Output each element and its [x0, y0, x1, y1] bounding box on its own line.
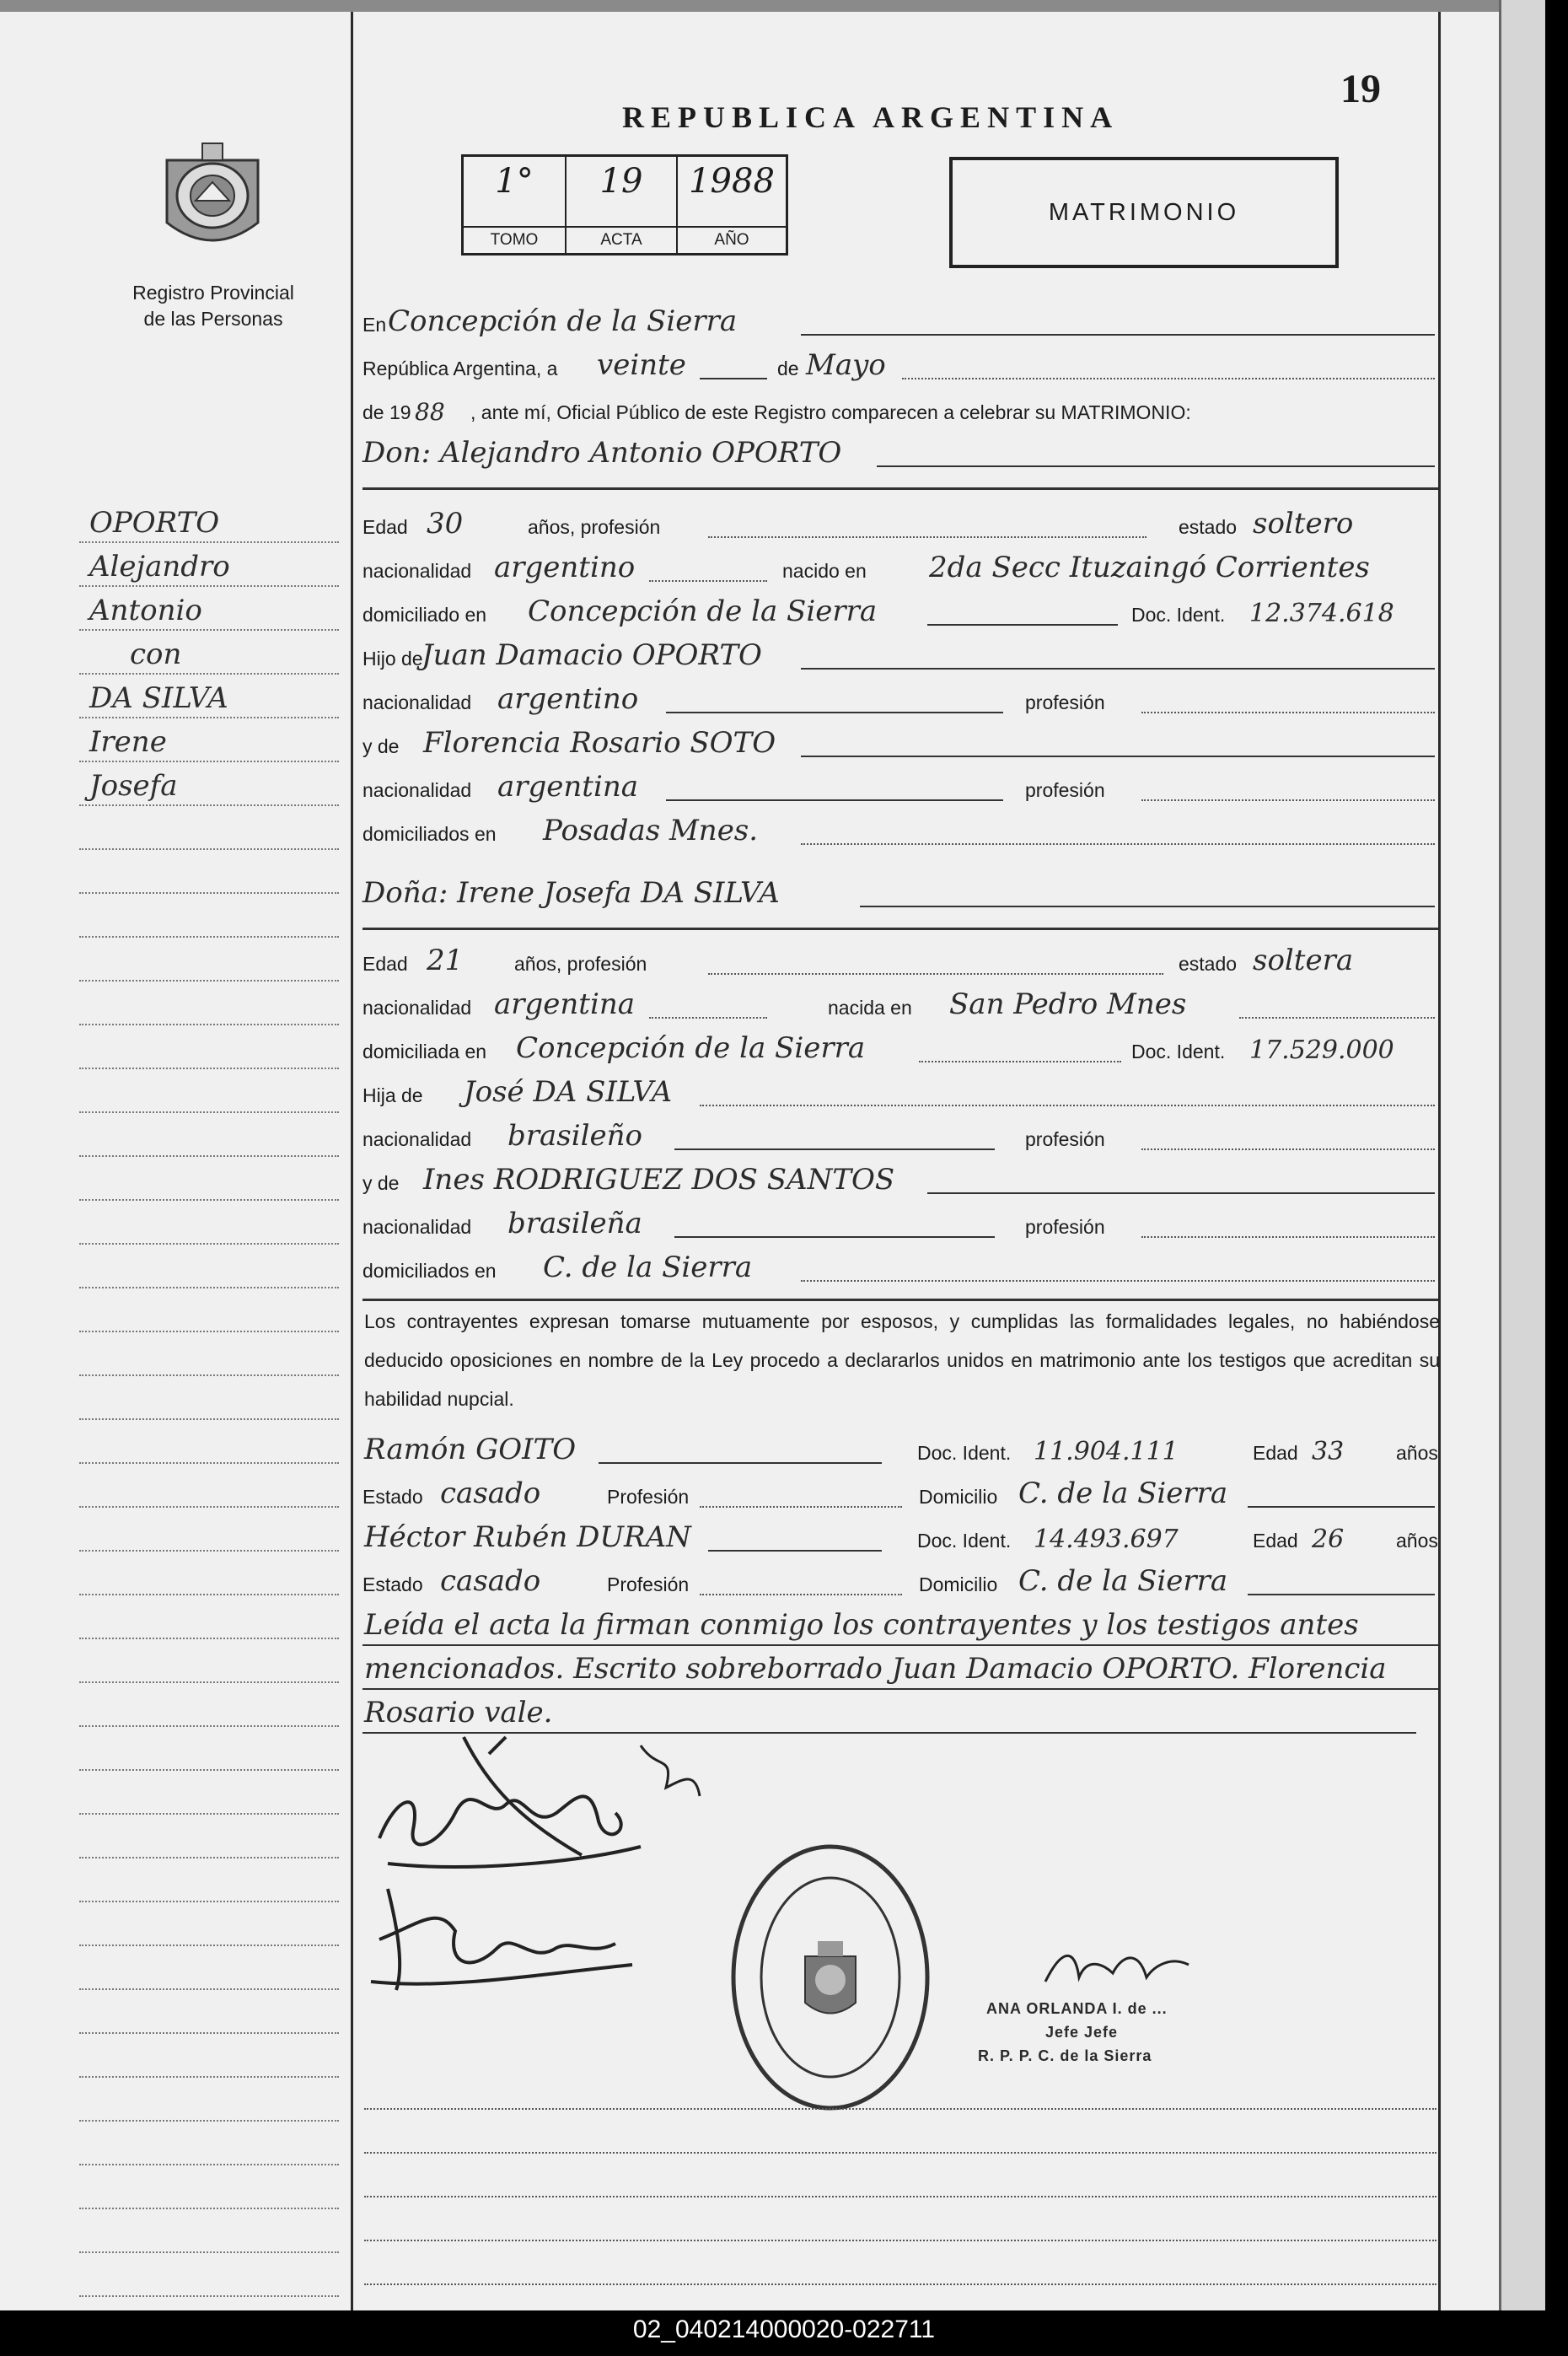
bride-status: soltera: [1253, 944, 1354, 977]
margin-blank-line: [79, 1506, 339, 1552]
scan-id: 02_040214000020-022711: [632, 2316, 936, 2343]
groom-nationality-row: nacionalidad argentino nacido en 2da Secc Ituzaingó Corrientes: [362, 551, 1370, 584]
margin-blank-line: [79, 1462, 339, 1508]
bride-name: Doña: Irene Josefa DA SILVA: [362, 876, 780, 910]
margin-blank-line: [79, 1068, 339, 1113]
margin-blank-line: [79, 1769, 339, 1815]
month-value: Mayo: [806, 348, 886, 382]
margin-note: con: [79, 629, 339, 675]
day-value: veinte: [597, 348, 686, 382]
witness-2-details-row: Estado casado Profesión Domicilio C. de la Sierra: [362, 1560, 1438, 1600]
groom-name-row: [362, 432, 1438, 472]
groom-father: Juan Damacio OPORTO: [422, 638, 762, 672]
margin-blank-line: [79, 1287, 339, 1332]
bride-birthplace: San Pedro Mnes: [949, 987, 1187, 1021]
margin-blank-line: [79, 848, 339, 894]
acta-value: 19: [599, 162, 643, 201]
officer-title: Jefe Jefe: [1045, 2024, 1119, 2041]
body-blank-line: [364, 2240, 1436, 2241]
bride-name-row: [362, 872, 1438, 912]
tomo-value: 1°: [495, 162, 534, 201]
groom-signature-icon: [362, 1720, 717, 1880]
margin-blank-line: [79, 2251, 339, 2297]
groom-parents-address-row: domiciliados en Posadas Mnes.: [362, 810, 1438, 850]
groom-father-row: Hijo de Juan Damacio OPORTO: [362, 634, 1438, 675]
body-blank-line: [364, 2283, 1436, 2285]
provincial-seal-icon: [160, 142, 265, 258]
margin-blank-line: [79, 804, 339, 850]
groom-age-row: Edad 30 años, profesión estado soltero: [362, 507, 1354, 541]
groom-address: Concepción de la Sierra: [528, 594, 878, 628]
margin-blank-line: [79, 1857, 339, 1902]
declaration-text: Los contrayentes expresan tomarse mutuamente por esposos, y cumplidas las formalidades legales, no habiéndose deducido oposiciones en nombre de la Ley procedo a declararlos unidos en matrimonio ante los testigos que acreditan su habilidad nupcial.: [364, 1310, 1440, 1410]
record-type-box: [949, 157, 1339, 268]
bride-father-nationality-row: nacionalidad brasileño profesión: [362, 1115, 1438, 1155]
witness-1-name: Ramón GOITO: [364, 1433, 577, 1466]
groom-age: 30: [427, 507, 464, 541]
registry-name: Registro Provincial de las Personas: [132, 282, 294, 330]
bride-address: Concepción de la Sierra: [516, 1031, 866, 1065]
date-row: República Argentina, a veinte de Mayo: [362, 344, 1438, 385]
margin-blank-line: [79, 892, 339, 938]
record-type: MATRIMONIO: [1048, 199, 1240, 226]
body-blank-line: [364, 2108, 1436, 2110]
groom-mother: Florencia Rosario SOTO: [423, 726, 776, 760]
margin-blank-line: [79, 2076, 339, 2122]
closing-line: Rosario vale.: [362, 1692, 1416, 1734]
margin-note: Alejandro: [79, 541, 339, 587]
closing-line: Leída el acta la firman conmigo los contrayentes y los testigos antes: [362, 1604, 1438, 1646]
margin-blank-line: [79, 1331, 339, 1376]
acta-label: ACTA: [567, 226, 676, 253]
year-row: de 19 88 , ante mí, Oficial Público de este Registro comparecen a celebrar su MATRIMONIO:: [362, 398, 1191, 426]
margin-blank-line: [79, 1155, 339, 1201]
page-top-edge: [0, 0, 1543, 12]
bride-signature-icon: [362, 1872, 649, 1998]
margin-blank-line: [79, 1111, 339, 1157]
bride-father: José DA SILVA: [464, 1075, 673, 1109]
bride-age: 21: [427, 944, 464, 977]
register-box: [461, 154, 788, 256]
bride-parents-address-row: domiciliados en C. de la Sierra: [362, 1246, 1438, 1287]
witness-1-row: Ramón GOITO Doc. Ident. 11.904.111 Edad 33 años: [364, 1433, 1438, 1466]
bride-address-row: domiciliada en Concepción de la Sierra Doc. Ident. 17.529.000: [362, 1031, 1394, 1065]
year-value: 88: [415, 398, 445, 426]
official-stamp-icon: [725, 1838, 936, 2117]
margin-blank-line: [79, 1813, 339, 1858]
margin-note: Irene: [79, 717, 339, 762]
acta-cell: [567, 157, 678, 253]
groom-father-nationality-row: nacionalidad argentino profesión: [362, 678, 1438, 718]
ano-label: AÑO: [678, 226, 786, 253]
bride-age-row: Edad 21 años, profesión estado soltera: [362, 944, 1354, 977]
officer-office: R. P. P. C. de la Sierra: [978, 2047, 1152, 2064]
margin-blank-line: [79, 1199, 339, 1245]
margin-blank-line: [79, 980, 339, 1025]
margin-blank-line: [79, 1243, 339, 1288]
groom-birthplace: 2da Secc Ituzaingó Corrientes: [929, 551, 1370, 584]
bride-mother-nationality-row: nacionalidad brasileña profesión: [362, 1202, 1438, 1243]
margin-blank-line: [79, 1945, 339, 1990]
groom-address-row: domiciliado en Concepción de la Sierra Doc. Ident. 12.374.618: [362, 594, 1394, 628]
page-number: 19: [1340, 67, 1381, 111]
margin-note: Josefa: [79, 761, 339, 806]
tomo-label: TOMO: [464, 226, 565, 253]
bride-mother: Ines RODRIGUEZ DOS SANTOS: [423, 1163, 895, 1197]
margin-note: Antonio: [79, 585, 339, 631]
margin-blank-line: [79, 2208, 339, 2253]
margin-blank-line: [79, 2164, 339, 2209]
margin-blank-line: [79, 1725, 339, 1771]
country-heading: REPUBLICA ARGENTINA: [622, 100, 1120, 134]
groom-doc: 12.374.618: [1249, 599, 1394, 628]
margin-blank-line: [79, 1638, 339, 1683]
bride-father-row: Hija de José DA SILVA: [362, 1071, 1438, 1111]
margin-note: OPORTO: [79, 498, 339, 543]
body-blank-line: [364, 2196, 1436, 2197]
witness-1-details-row: Estado casado Profesión Domicilio C. de la Sierra: [362, 1472, 1438, 1513]
witness-2-row: Héctor Rubén DURAN Doc. Ident. 14.493.697 Edad 26 años: [364, 1520, 1438, 1554]
margin-blank-line: [79, 1024, 339, 1069]
tomo-cell: [464, 157, 567, 253]
bride-nationality: argentina: [494, 987, 636, 1021]
margin-blank-line: [79, 1374, 339, 1420]
margin-note: DA SILVA: [79, 673, 339, 718]
margin-blank-line: [79, 1418, 339, 1464]
officer-signature-icon: [1037, 1931, 1206, 1998]
margin-blank-line: [79, 1988, 339, 2034]
groom-name: Don: Alejandro Antonio OPORTO: [362, 436, 842, 470]
bride-mother-row: y de Ines RODRIGUEZ DOS SANTOS: [362, 1159, 1438, 1199]
margin-rule: [351, 12, 353, 2310]
place-value: Concepción de la Sierra: [388, 304, 738, 338]
witness-2-name: Héctor Rubén DURAN: [364, 1520, 691, 1554]
groom-mother-row: y de Florencia Rosario SOTO: [362, 722, 1438, 762]
place-row: En Concepción de la Sierra: [362, 300, 1438, 341]
margin-blank-line: [79, 2032, 339, 2078]
groom-status: soltero: [1253, 507, 1354, 541]
groom-mother-nationality-row: nacionalidad argentina profesión: [362, 766, 1438, 806]
bride-doc: 17.529.000: [1249, 1035, 1394, 1065]
closing-line: mencionados. Escrito sobreborrado Juan Damacio OPORTO. Florencia: [362, 1648, 1438, 1690]
right-rule: [1438, 12, 1441, 2310]
margin-blank-line: [79, 1594, 339, 1639]
margin-blank-line: [79, 936, 339, 982]
page-right-edge: [1499, 0, 1545, 2310]
margin-blank-line: [79, 1681, 339, 1727]
ano-value: 1988: [689, 162, 775, 201]
margin-blank-line: [79, 1550, 339, 1595]
body-blank-line: [364, 2152, 1436, 2154]
officer-name: ANA ORLANDA I. de ...: [986, 2000, 1168, 2017]
ano-cell: [678, 157, 786, 253]
margin-blank-line: [79, 1901, 339, 1946]
bride-nationality-row: nacionalidad argentina nacida en San Pedro Mnes: [362, 983, 1438, 1024]
groom-nationality: argentino: [494, 551, 636, 584]
margin-blank-line: [79, 2120, 339, 2165]
